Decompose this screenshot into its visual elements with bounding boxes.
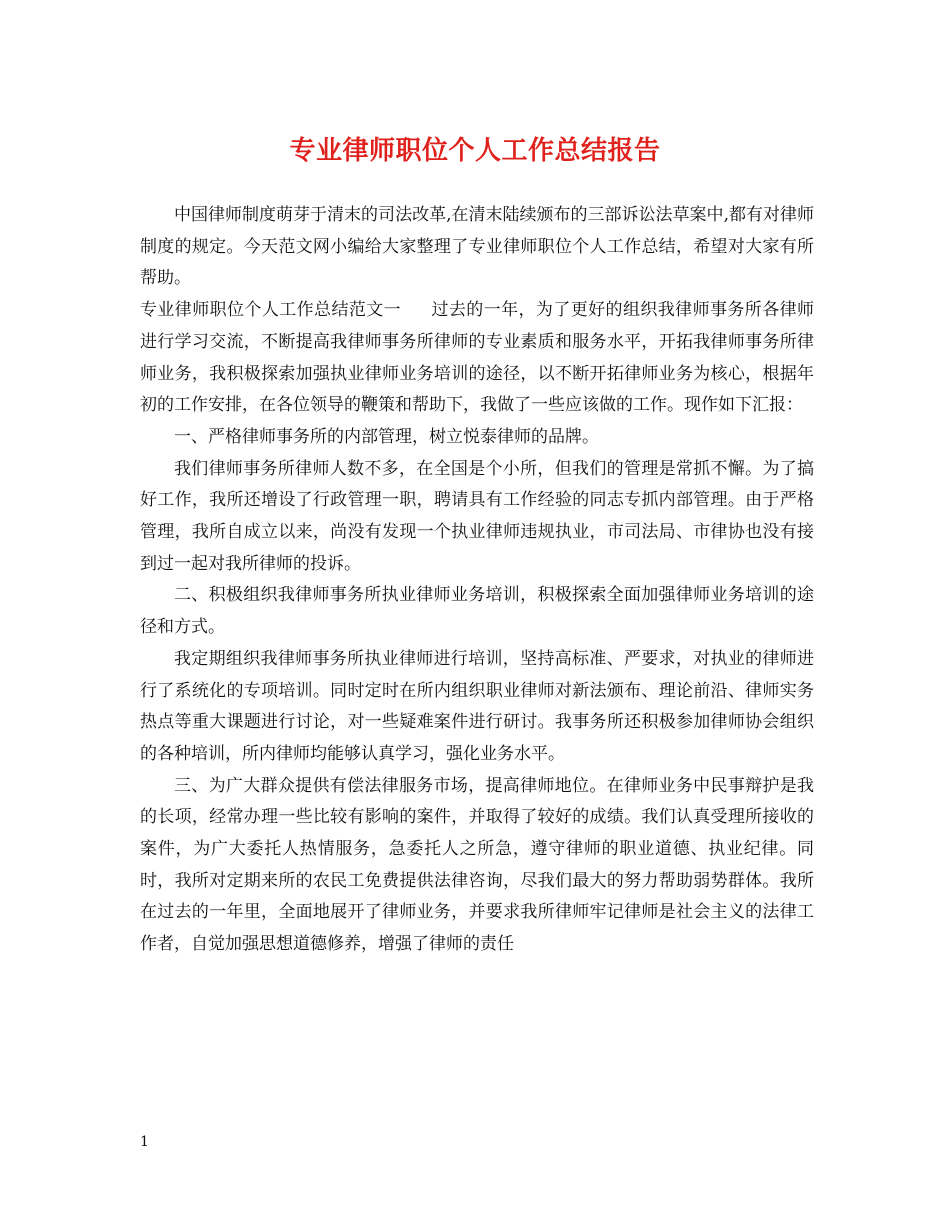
sample-heading: 专业律师职位个人工作总结范文一 (140, 300, 402, 321)
section1-heading: 一、严格律师事务所的内部管理，树立悦泰律师的品牌。 (174, 426, 599, 447)
document-body (140, 200, 814, 961)
sample-paragraph (140, 295, 814, 422)
intro-paragraph: 中国律师制度萌芽于清末的司法改革,在清末陆续颁布的三部诉讼法草案中,都有对律师制度的规定。今天范文网小编给大家整理了专业律师职位个人工作总结，希望对大家有所帮助。 (140, 205, 814, 289)
sample-opening: 过去的一年，为了更好的组织我律师事务所各律师进行学习交流，不断提高我律师事务所律师的专业素质和服务水平，开拓我律师事务所律师业务，我积极探索加强执业律师业务培训的途径，以不断开拓律师业务为核心，根据年初的工作安排，在各位领导的鞭策和帮助下，我做了一些应该做的工作。现作如下汇报： (140, 300, 815, 416)
section2-body: 我定期组织我律师事务所执业律师进行培训，坚持高标准、严要求，对执业的律师进行了系统化的专项培训。同时定时在所内组织职业律师对新法颁布、理论前沿、律师实务热点等重大课题进行讨论，对一些疑难案件进行研讨。我事务所还积极参加律师协会组织的各种培训，所内律师均能够认真学习，强化业务水平。 (140, 648, 814, 764)
section1-body: 我们律师事务所律师人数不多，在全国是个小所，但我们的管理是常抓不懈。为了搞好工作，我所还增设了行政管理一职，聘请具有工作经验的同志专抓内部管理。由于严格管理，我所自成立以来，尚没有发现一个执业律师违规执业，市司法局、市律协也没有接到过一起对我所律师的投诉。 (140, 458, 814, 574)
section2-heading: 二、积极组织我律师事务所执业律师业务培训，积极探索全面加强律师业务培训的途径和方式。 (140, 585, 814, 638)
document-title: 专业律师职位个人工作总结报告 (289, 136, 661, 166)
page-number: 1 (140, 1134, 149, 1150)
section3-paragraph: 三、为广大群众提供有偿法律服务市场，提高律师地位。在律师业务中民事辩护是我的长项，经常办理一些比较有影响的案件，并取得了较好的成绩。我们认真受理所接收的案件，为广大委托人热情服务，急委托人之所急，遵守律师的职业道德、执业纪律。同时，我所对定期来所的农民工免费提供法律咨询，尽我们最大的努力帮助弱势群体。我所在过去的一年里，全面地展开了律师业务，并要求我所律师牢记律师是社会主义的法律工作者，自觉加强思想道德修养，增强了律师的责任 (140, 775, 814, 955)
